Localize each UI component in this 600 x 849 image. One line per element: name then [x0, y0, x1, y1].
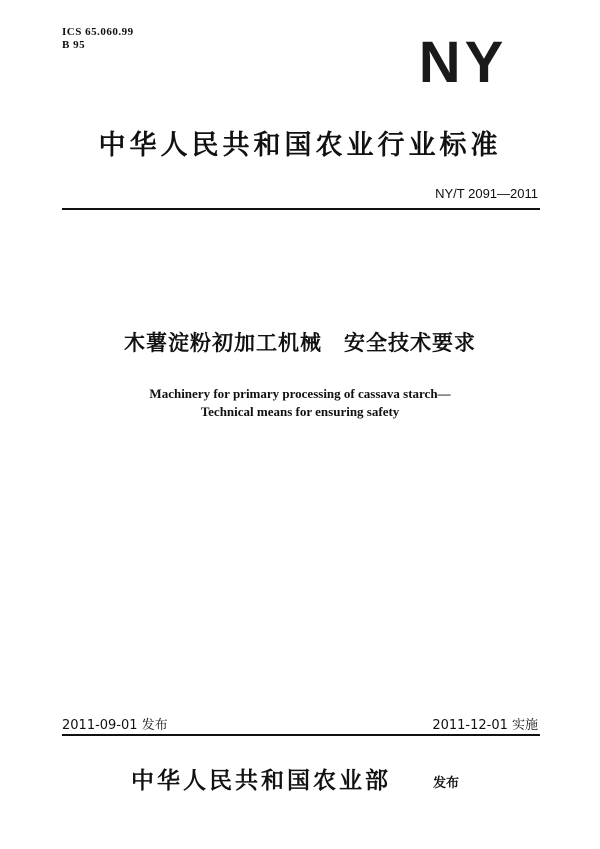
- ics-code: ICS 65.060.99: [62, 26, 134, 38]
- ccs-code: B 95: [62, 39, 86, 51]
- document-title-en: [0, 385, 600, 421]
- document-title-cn: 木薯淀粉初加工机械 安全技术要求: [124, 331, 476, 355]
- issuing-authority: 中华人民共和国农业部: [131, 768, 391, 794]
- implement-date: 2011-12-01 实施: [432, 718, 538, 733]
- top-divider: [62, 208, 540, 210]
- issuing-verb: 发布: [433, 776, 460, 791]
- ny-logo: [408, 36, 518, 86]
- standard-title: 中华人民共和国农业行业标准: [98, 130, 502, 161]
- ny-logo-text: NY: [418, 36, 508, 86]
- standard-code: NY/T 2091—2011: [435, 186, 538, 201]
- issue-date: 2011-09-01 发布: [62, 718, 168, 733]
- document-title-en-line2: Technical means for ensuring safety: [200, 404, 400, 419]
- classification-codes: [62, 26, 134, 52]
- document-title-en-line1: Machinery for primary processing of cassava starch—: [149, 386, 451, 401]
- bottom-divider: [62, 734, 540, 736]
